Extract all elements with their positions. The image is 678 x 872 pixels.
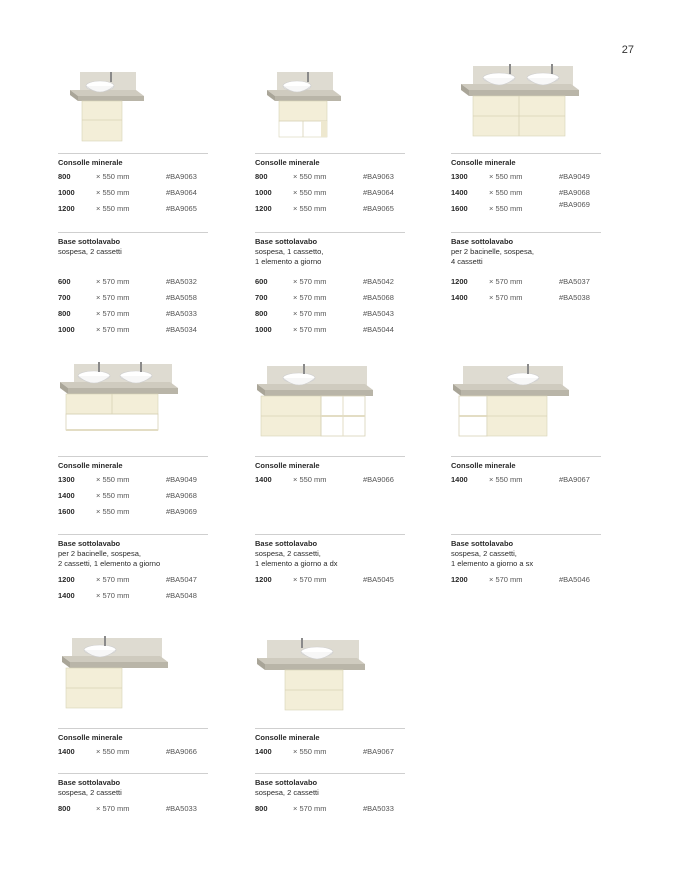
divider xyxy=(255,232,405,233)
product-code: #BA5048 xyxy=(166,591,197,600)
width-value: 1400 xyxy=(58,747,75,756)
console-title: Consolle minerale xyxy=(58,158,123,167)
product-code: #BA5042 xyxy=(363,277,394,286)
divider xyxy=(58,232,208,233)
base-description: sospesa, 2 cassetti xyxy=(58,247,122,256)
dimension-value: × 550 mm xyxy=(293,475,327,484)
product-code: #BA9069 xyxy=(166,507,197,516)
product-block xyxy=(58,358,208,608)
base-description: 1 elemento a giorno a sx xyxy=(451,559,534,568)
base-description: 1 elemento a giorno a dx xyxy=(255,559,338,568)
table-row xyxy=(255,273,405,289)
product-code: #BA5033 xyxy=(363,804,394,813)
product-image xyxy=(60,632,170,712)
dimension-value: × 550 mm xyxy=(489,172,523,181)
base-title: Base sottolavabo xyxy=(451,237,514,246)
base-title: Base sottolavabo xyxy=(58,778,121,787)
base-section xyxy=(255,773,405,816)
dimension-value: × 550 mm xyxy=(96,507,130,516)
base-section xyxy=(58,773,208,816)
table-row xyxy=(58,184,208,200)
product-code: #BA9065 xyxy=(166,204,197,213)
product-code: #BA5058 xyxy=(166,293,197,302)
dimension-value: × 570 mm xyxy=(293,309,327,318)
product-code: #BA5033 xyxy=(166,804,197,813)
width-value: 600 xyxy=(255,277,268,286)
product-image xyxy=(255,360,375,440)
base-description: 2 cassetti, 1 elemento a giorno xyxy=(58,559,161,568)
table-row xyxy=(255,571,405,587)
dimension-value: × 550 mm xyxy=(293,188,327,197)
console-title: Consolle minerale xyxy=(58,733,123,742)
product-code: #BA9068 xyxy=(166,491,197,500)
dimension-value: × 550 mm xyxy=(293,204,327,213)
base-title: Base sottolavabo xyxy=(451,539,514,548)
base-section xyxy=(255,534,405,587)
console-title: Consolle minerale xyxy=(451,158,516,167)
console-title: Consolle minerale xyxy=(255,158,320,167)
table-row xyxy=(255,289,405,305)
table-row xyxy=(451,289,601,305)
product-block xyxy=(451,60,601,350)
product-code: #BA9049 xyxy=(559,172,590,181)
base-section xyxy=(255,232,405,337)
dimension-value: × 550 mm xyxy=(96,491,130,500)
base-title: Base sottolavabo xyxy=(255,237,318,246)
console-title: Consolle minerale xyxy=(451,461,516,470)
product-code: #BA9069 xyxy=(559,200,590,209)
width-value: 1200 xyxy=(451,277,468,286)
table-row xyxy=(451,184,601,200)
width-value: 800 xyxy=(58,804,71,813)
divider xyxy=(255,728,405,729)
divider xyxy=(255,456,405,457)
product-code: #BA9068 xyxy=(559,188,590,197)
dimension-value: × 570 mm xyxy=(96,591,130,600)
dimension-value: × 550 mm xyxy=(96,204,130,213)
width-value: 1400 xyxy=(255,475,272,484)
product-code: #BA5068 xyxy=(363,293,394,302)
table-row xyxy=(451,571,601,587)
table-row xyxy=(255,168,405,184)
dimension-value: × 570 mm xyxy=(96,309,130,318)
table-row xyxy=(58,503,208,519)
dimension-value: × 550 mm xyxy=(489,188,523,197)
table-row xyxy=(255,743,405,759)
dimension-value: × 570 mm xyxy=(96,575,130,584)
base-description: sospesa, 2 cassetti, xyxy=(255,549,321,558)
console-section xyxy=(58,153,208,216)
table-row xyxy=(58,321,208,337)
width-value: 800 xyxy=(58,309,71,318)
table-row xyxy=(58,471,208,487)
table-row xyxy=(255,471,405,487)
console-title: Consolle minerale xyxy=(255,733,320,742)
width-value: 700 xyxy=(58,293,71,302)
width-value: 800 xyxy=(255,804,268,813)
dimension-value: × 570 mm xyxy=(489,575,523,584)
product-image xyxy=(66,64,146,144)
table-row xyxy=(451,471,601,487)
product-block xyxy=(58,632,208,822)
product-image xyxy=(457,60,581,140)
dimension-value: × 550 mm xyxy=(96,172,130,181)
width-value: 1000 xyxy=(58,188,75,197)
product-code: #BA9064 xyxy=(166,188,197,197)
base-description: sospesa, 2 cassetti xyxy=(255,788,319,797)
table-row xyxy=(58,800,208,816)
product-code: #BA9066 xyxy=(166,747,197,756)
table-row xyxy=(255,321,405,337)
base-description: 1 elemento a giorno xyxy=(255,257,322,266)
dimension-value: × 570 mm xyxy=(96,325,130,334)
width-value: 700 xyxy=(255,293,268,302)
table-row xyxy=(451,200,601,216)
product-code: #BA9067 xyxy=(363,747,394,756)
table-row xyxy=(58,168,208,184)
width-value: 1200 xyxy=(255,204,272,213)
width-value: 1400 xyxy=(58,491,75,500)
table-row xyxy=(58,571,208,587)
product-code: #BA5033 xyxy=(166,309,197,318)
product-image xyxy=(263,64,343,144)
width-value: 1000 xyxy=(58,325,75,334)
product-image xyxy=(255,634,367,714)
dimension-value: × 570 mm xyxy=(293,293,327,302)
console-section xyxy=(255,153,405,216)
base-description: sospesa, 2 cassetti, xyxy=(451,549,517,558)
product-code: #BA5046 xyxy=(559,575,590,584)
divider xyxy=(58,534,208,535)
table-row xyxy=(255,200,405,216)
width-value: 1000 xyxy=(255,188,272,197)
product-block xyxy=(58,60,208,350)
dimension-value: × 570 mm xyxy=(96,293,130,302)
product-code: #BA5037 xyxy=(559,277,590,286)
divider xyxy=(451,456,601,457)
product-code: #BA5045 xyxy=(363,575,394,584)
width-value: 1200 xyxy=(58,204,75,213)
dimension-value: × 550 mm xyxy=(96,188,130,197)
dimension-value: × 570 mm xyxy=(293,325,327,334)
console-section xyxy=(255,456,405,487)
dimension-value: × 550 mm xyxy=(293,172,327,181)
table-row xyxy=(255,800,405,816)
table-row xyxy=(58,743,208,759)
width-value: 1200 xyxy=(255,575,272,584)
base-description: per 2 bacinelle, sospesa, xyxy=(58,549,141,558)
width-value: 1300 xyxy=(58,475,75,484)
console-section xyxy=(451,456,601,487)
divider xyxy=(58,153,208,154)
table-row xyxy=(58,305,208,321)
width-value: 1200 xyxy=(451,575,468,584)
base-section xyxy=(451,534,601,587)
width-value: 1400 xyxy=(451,188,468,197)
table-row xyxy=(58,273,208,289)
dimension-value: × 570 mm xyxy=(293,804,327,813)
base-description: sospesa, 2 cassetti xyxy=(58,788,122,797)
width-value: 1200 xyxy=(58,575,75,584)
divider xyxy=(255,534,405,535)
width-value: 800 xyxy=(255,309,268,318)
dimension-value: × 570 mm xyxy=(96,804,130,813)
product-code: #BA9066 xyxy=(363,475,394,484)
product-code: #BA5047 xyxy=(166,575,197,584)
table-row xyxy=(451,273,601,289)
divider xyxy=(451,153,601,154)
dimension-value: × 550 mm xyxy=(96,747,130,756)
dimension-value: × 550 mm xyxy=(489,475,523,484)
width-value: 1300 xyxy=(451,172,468,181)
table-row xyxy=(255,305,405,321)
product-code: #BA9067 xyxy=(559,475,590,484)
dimension-value: × 570 mm xyxy=(489,293,523,302)
product-block xyxy=(255,60,405,350)
width-value: 800 xyxy=(58,172,71,181)
divider xyxy=(58,456,208,457)
width-value: 1600 xyxy=(451,204,468,213)
width-value: 1400 xyxy=(451,293,468,302)
console-section xyxy=(58,456,208,519)
product-code: #BA9065 xyxy=(363,204,394,213)
product-code: #BA5032 xyxy=(166,277,197,286)
width-value: 1400 xyxy=(58,591,75,600)
console-section xyxy=(255,728,405,759)
divider xyxy=(58,773,208,774)
product-image xyxy=(58,358,182,438)
base-section xyxy=(58,534,208,603)
width-value: 1600 xyxy=(58,507,75,516)
table-row xyxy=(451,168,601,184)
divider xyxy=(58,728,208,729)
dimension-value: × 550 mm xyxy=(96,475,130,484)
table-row xyxy=(58,487,208,503)
base-description: sospesa, 1 cassetto, xyxy=(255,247,324,256)
product-code: #BA9049 xyxy=(166,475,197,484)
dimension-value: × 570 mm xyxy=(293,277,327,286)
product-code: #BA5044 xyxy=(363,325,394,334)
dimension-value: × 570 mm xyxy=(293,575,327,584)
product-code: #BA9063 xyxy=(166,172,197,181)
width-value: 600 xyxy=(58,277,71,286)
base-title: Base sottolavabo xyxy=(255,539,318,548)
base-description: 4 cassetti xyxy=(451,257,483,266)
product-code: #BA5038 xyxy=(559,293,590,302)
base-section xyxy=(58,232,208,337)
page-number: 27 xyxy=(621,44,634,56)
width-value: 1400 xyxy=(255,747,272,756)
width-value: 800 xyxy=(255,172,268,181)
table-row xyxy=(58,289,208,305)
console-section xyxy=(451,153,601,216)
base-title: Base sottolavabo xyxy=(58,539,121,548)
divider xyxy=(451,232,601,233)
base-title: Base sottolavabo xyxy=(58,237,121,246)
table-row xyxy=(255,184,405,200)
console-title: Consolle minerale xyxy=(255,461,320,470)
width-value: 1000 xyxy=(255,325,272,334)
divider xyxy=(451,534,601,535)
product-image xyxy=(451,360,571,440)
dimension-value: × 570 mm xyxy=(489,277,523,286)
product-block xyxy=(255,632,405,822)
console-title: Consolle minerale xyxy=(58,461,123,470)
product-code: #BA9064 xyxy=(363,188,394,197)
console-section xyxy=(58,728,208,759)
dimension-value: × 550 mm xyxy=(489,204,523,213)
divider xyxy=(255,773,405,774)
product-code: #BA5034 xyxy=(166,325,197,334)
table-row xyxy=(58,587,208,603)
divider xyxy=(255,153,405,154)
product-code: #BA5043 xyxy=(363,309,394,318)
product-code: #BA9063 xyxy=(363,172,394,181)
base-description: per 2 bacinelle, sospesa, xyxy=(451,247,534,256)
base-section xyxy=(451,232,601,305)
product-block xyxy=(451,358,601,608)
dimension-value: × 570 mm xyxy=(96,277,130,286)
base-title: Base sottolavabo xyxy=(255,778,318,787)
product-block xyxy=(255,358,405,608)
table-row xyxy=(58,200,208,216)
dimension-value: × 550 mm xyxy=(293,747,327,756)
width-value: 1400 xyxy=(451,475,468,484)
